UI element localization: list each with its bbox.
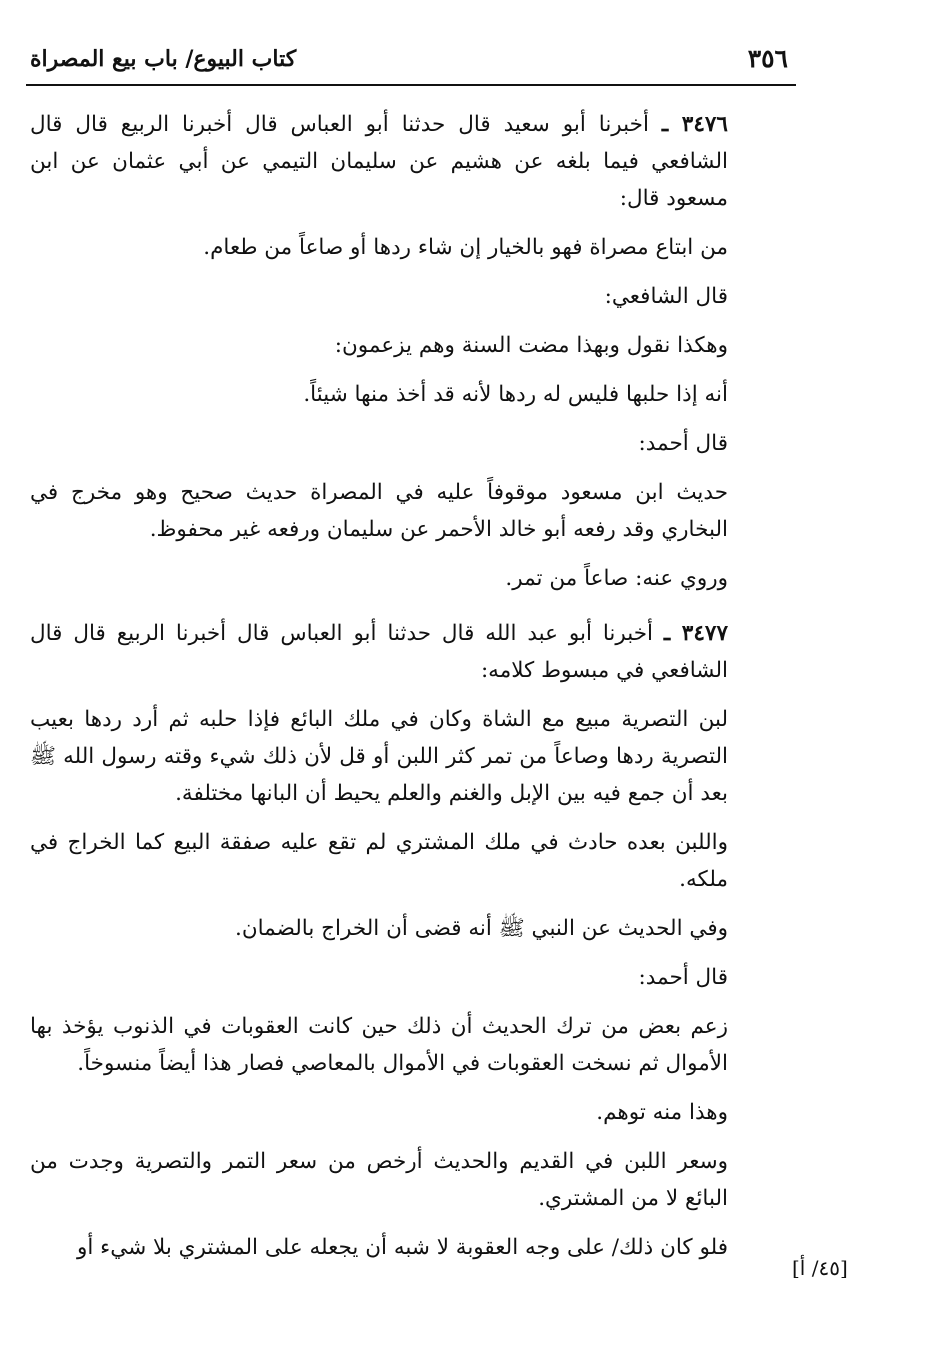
page-number: ٣٥٦ [747, 44, 788, 73]
price-paragraph: وسعر اللبن في القديم والحديث أرخص من سعر التمر والتصرية وجدت من البائع لا من المشتري. [30, 1149, 728, 1211]
page-body [30, 106, 790, 1278]
shafii-quote: أنه إذا حلبها فليس له ردها لأنه قد أخذ منها شيئاً. [303, 382, 728, 407]
hadith-number: ٣٤٧٧ ـ [663, 621, 728, 646]
folio-marker: [٤٥/ أ] [792, 1256, 848, 1280]
paragraph-text: أخبرنا أبو عبد الله قال حدثنا أبو العباس قال أخبرنا الربيع قال قال الشافعي في مبسوط كلامه: [30, 621, 728, 683]
hadith-3476-isnad [30, 106, 790, 217]
running-title: كتاب البيوع/ باب بيع المصراة [30, 46, 297, 72]
milk-paragraph: واللبن بعده حادث في ملك المشتري لم تقع عليه صفقة البيع كما الخراج في ملكه. [30, 830, 728, 892]
hadith-number: ٣٤٧٦ ـ [661, 112, 728, 137]
ahmad-heading: قال أحمد: [638, 431, 728, 456]
paragraph-text: أخبرنا أبو سعيد قال حدثنا أبو العباس قال أخبرنا الربيع قال قال الشافعي فيما بلغه عن هشيم عن سليمان التيمي عن أبي عثمان عن ابن مسعود قال: [30, 112, 728, 211]
hadith-3477-isnad [30, 615, 790, 689]
final-paragraph: فلو كان ذلك/ على وجه العقوبة لا شبه أن يجعله على المشتري بلا شيء أو [76, 1235, 728, 1260]
page-header [26, 40, 796, 86]
ahmad-heading-2: قال أحمد: [638, 965, 728, 990]
narration-note: وروي عنه: صاعاً من تمر. [505, 566, 728, 591]
hadith-3476-matn: من ابتاع مصراة فهو بالخيار إن شاء ردها أو صاعاً من طعام. [203, 235, 728, 260]
kharaj-hadith: وفي الحديث عن النبي ﷺ أنه قضى أن الخراج بالضمان. [235, 916, 728, 941]
shafii-statement: وهكذا نقول وبهذا مضت السنة وهم يزعمون: [334, 333, 728, 358]
refutation: وهذا منه توهم. [596, 1100, 728, 1125]
abrogation-claim: زعم بعض من ترك الحديث أن ذلك حين كانت العقوبات في الذنوب يؤخذ بها الأموال ثم نسخت العقوبات في الأموال بالمعاصي فصار هذا أيضاً منسوخاً. [30, 1014, 728, 1076]
shafii-heading: قال الشافعي: [604, 284, 728, 309]
tasriya-paragraph: لبن التصرية مبيع مع الشاة وكان في ملك البائع فإذا حلبه ثم أرد ردها بعيب التصرية ردها وصاعاً من تمر كثر اللبن أو قل لأن ذلك شيء وقته رسول الله ﷺ بعد أن جمع فيه بين الإبل والغنم والعلم يحيط أن البانها مختلفة. [30, 707, 728, 806]
ahmad-comment: حديث ابن مسعود موقوفاً عليه في المصراة حديث صحيح وهو مخرج في البخاري وقد رفعه أبو خالد الأحمر عن سليمان ورفعه غير محفوظ. [30, 480, 728, 542]
